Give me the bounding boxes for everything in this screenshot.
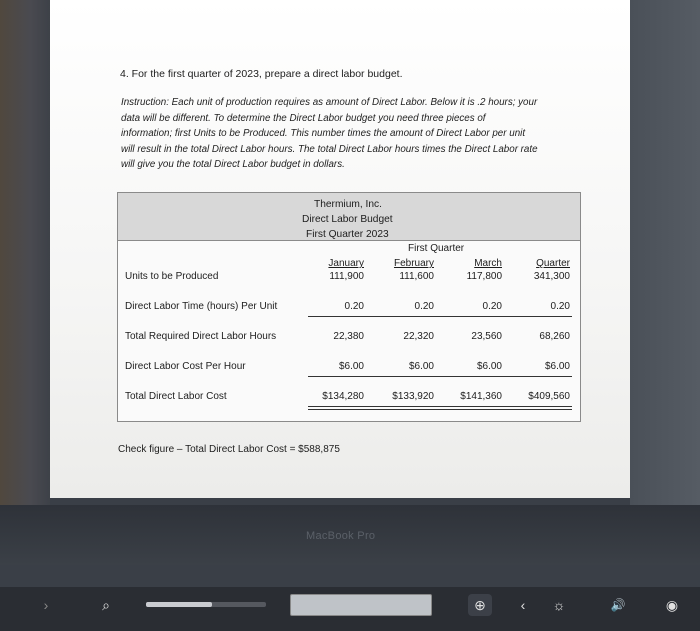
cell-hours-qtr: 68,260 <box>539 331 570 342</box>
check-figure: Check figure – Total Direct Labor Cost = $588,875 <box>118 444 340 455</box>
table-header <box>118 193 580 241</box>
question-text: 4. For the first quarter of 2023, prepare a direct labor budget. <box>120 68 403 80</box>
tab-thumbnail-strip[interactable] <box>290 594 432 616</box>
instruction-line: Instruction: Each unit of production requires as amount of Direct Labor. Below it is .2 hours; your <box>121 97 538 108</box>
subtotal-rule <box>308 316 572 317</box>
row-label-total-hours: Total Required Direct Labor Hours <box>125 331 277 342</box>
chevron-right-icon[interactable]: › <box>43 597 49 613</box>
cell-units-feb: 111,600 <box>399 271 434 282</box>
instruction-line: information; first Units to be Produced. This number times the amount of Direct Labor per unit <box>121 128 526 139</box>
row-label-total-cost: Total Direct Labor Cost <box>125 391 227 402</box>
cell-cost-jan: $134,280 <box>322 391 364 402</box>
cell-rate-mar: $6.00 <box>476 361 502 372</box>
col-header-quarter: Quarter <box>536 258 570 269</box>
instruction-line: will result in the total Direct Labor hours. The total Direct Labor hours times the Direct Labor rate <box>121 143 538 155</box>
back-icon[interactable]: ‹ <box>520 597 526 613</box>
col-header-january: January <box>328 258 364 269</box>
first-quarter-group-header: First Quarter <box>408 243 465 254</box>
progress-fill <box>146 602 212 607</box>
instruction-paragraph <box>121 95 581 173</box>
cell-hours-jan: 22,380 <box>333 331 364 342</box>
cell-units-mar: 117,800 <box>466 271 502 282</box>
cell-cost-mar: $141,360 <box>460 391 502 402</box>
budget-period: First Quarter 2023 <box>306 229 389 240</box>
cell-hours-feb: 22,320 <box>403 331 434 342</box>
siri-icon[interactable]: ◉ <box>665 597 679 613</box>
cell-time-feb: 0.20 <box>414 301 434 312</box>
screen-bezel-right <box>630 0 700 505</box>
new-tab-icon[interactable]: ⊕ <box>468 594 492 616</box>
cell-time-mar: 0.20 <box>482 301 502 312</box>
screen-bezel-left <box>0 0 50 505</box>
brightness-icon[interactable]: ☼ <box>552 597 566 613</box>
company-name: Thermium, Inc. <box>314 199 382 210</box>
search-icon[interactable]: ⌕ <box>102 597 110 613</box>
cell-time-qtr: 0.20 <box>550 301 570 312</box>
instruction-line: will give you the total Direct Labor budget in dollars. <box>121 159 345 170</box>
cell-units-jan: 111,900 <box>329 271 364 282</box>
budget-title: Direct Labor Budget <box>302 214 393 225</box>
volume-icon[interactable]: 🔊 <box>610 598 626 612</box>
cell-time-jan: 0.20 <box>344 301 364 312</box>
row-label-units: Units to be Produced <box>125 271 219 282</box>
total-double-rule-top <box>308 406 572 407</box>
subtotal-rule <box>308 376 572 377</box>
row-label-labor-time: Direct Labor Time (hours) Per Unit <box>125 301 278 312</box>
col-header-february: February <box>393 258 434 269</box>
cell-cost-feb: $133,920 <box>392 391 434 402</box>
row-label-cost-per-hour: Direct Labor Cost Per Hour <box>125 361 246 372</box>
direct-labor-budget-table <box>117 192 581 422</box>
col-header-march: March <box>474 258 502 269</box>
instruction-line: data will be different. To determine the Direct Labor budget you need three pieces of <box>121 112 486 124</box>
cell-rate-qtr: $6.00 <box>544 361 570 372</box>
cell-rate-jan: $6.00 <box>338 361 364 372</box>
cell-cost-qtr: $409,560 <box>528 391 570 402</box>
total-double-rule-bottom <box>308 409 572 410</box>
cell-hours-mar: 23,560 <box>471 331 502 342</box>
cell-rate-feb: $6.00 <box>408 361 434 372</box>
document-page <box>50 0 630 498</box>
cell-units-qtr: 341,300 <box>533 271 570 282</box>
laptop-brand: MacBook Pro <box>306 530 376 542</box>
